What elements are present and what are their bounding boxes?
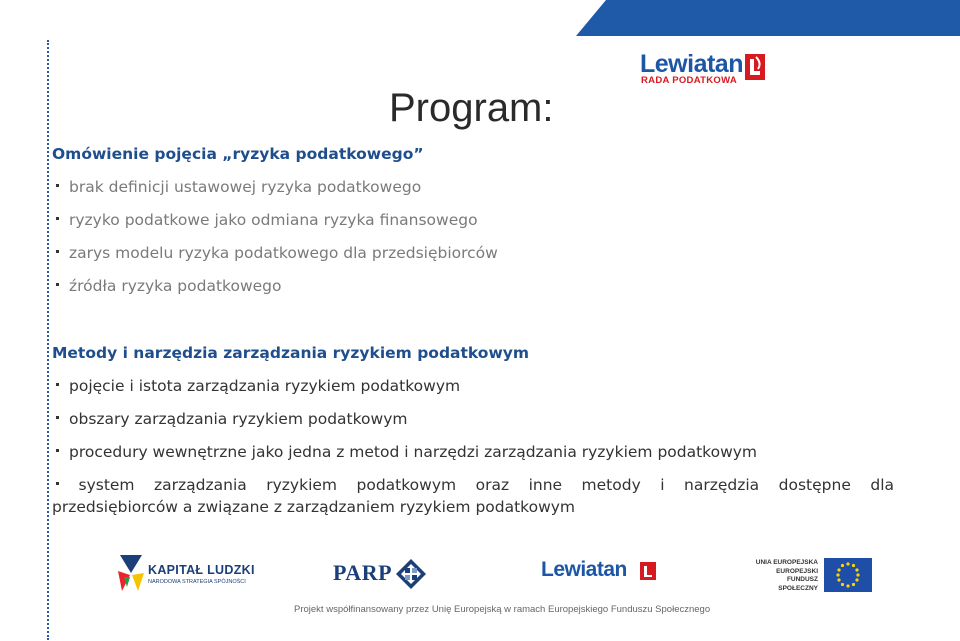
eu-text: UNIA EUROPEJSKA EUROPEJSKI FUNDUSZ SPOŁECZNY: [755, 559, 818, 592]
lewiatan-footer-logo: [541, 558, 661, 588]
bullet-icon: [56, 482, 59, 485]
list-item: procedury wewnętrzne jako jedna z metod i narzędzi zarządzania ryzykiem podatkowym: [52, 443, 757, 461]
lewiatan-logo: [640, 50, 770, 86]
bullet-icon: [56, 383, 59, 386]
list-item: ryzyko podatkowe jako odmiana ryzyka finansowego: [52, 211, 478, 229]
section-heading-2: Metody i narzędzia zarządzania ryzykiem podatkowym: [52, 344, 530, 362]
kapital-ludzki-name: KAPITAŁ LUDZKI: [148, 563, 255, 577]
list-item-line-2: przedsiębiorców a związane z zarządzaniem ryzykiem podatkowym: [52, 498, 576, 516]
bullet-icon: [56, 217, 59, 220]
header-bar: [576, 0, 960, 36]
parp-logo: [333, 558, 433, 592]
logo-subtitle: RADA PODATKOWA: [641, 75, 738, 86]
list-item: brak definicji ustawowej ryzyka podatkowego: [52, 178, 421, 196]
bullet-icon: [56, 416, 59, 419]
bullet-icon: [56, 250, 59, 253]
eu-flag-icon: [824, 558, 872, 592]
page-title: Program:: [389, 86, 554, 130]
list-item: źródła ryzyka podatkowego: [52, 277, 281, 295]
bullet-icon: [56, 283, 59, 286]
lewiatan-footer-mark-icon: [640, 562, 658, 582]
logo-brand: Lewiatan: [640, 50, 743, 78]
kapital-ludzki-tagline: NARODOWA STRATEGIA SPÓJNOŚCI: [148, 579, 246, 585]
lewiatan-footer-name: Lewiatan: [541, 558, 627, 581]
list-item: obszary zarządzania ryzykiem podatkowym: [52, 410, 407, 428]
bullet-icon: [56, 184, 59, 187]
lewiatan-mark-icon: [744, 53, 768, 81]
kapital-ludzki-icon: [116, 553, 146, 593]
list-item: zarys modelu ryzyka podatkowego dla przedsiębiorców: [52, 244, 498, 262]
bullet-icon: [56, 449, 59, 452]
dotted-divider: [47, 40, 49, 640]
footer-note: Projekt współfinansowany przez Unię Europejską w ramach Europejskiego Funduszu Społecznego: [294, 604, 711, 615]
list-item-line-1: system zarządzania ryzykiem podatkowym oraz inne metody i narzędzia dostępne dla: [52, 476, 894, 494]
section-heading-1: Omówienie pojęcia „ryzyka podatkowego”: [52, 145, 424, 163]
list-item: pojęcie i istota zarządzania ryzykiem podatkowym: [52, 377, 460, 395]
parp-name: PARP: [333, 560, 393, 585]
kapital-ludzki-logo: [116, 553, 256, 595]
eu-logo: [752, 558, 874, 594]
parp-icon: [395, 558, 427, 590]
